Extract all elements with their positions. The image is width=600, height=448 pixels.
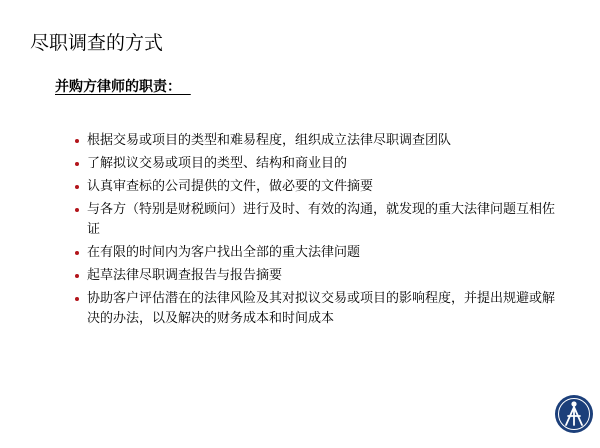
list-item: [75, 200, 555, 241]
bullet-dot-icon: [75, 208, 79, 212]
list-item: [75, 243, 555, 264]
list-item: [75, 154, 555, 175]
bullet-dot-icon: [75, 251, 79, 255]
firm-logo-icon: [554, 394, 594, 434]
bullet-dot-icon: [75, 139, 79, 143]
list-item: [75, 266, 555, 287]
firm-logo-graphic: [554, 394, 594, 434]
list-item-text: 根据交易或项目的类型和难易程度，组织成立法律尽职调查团队: [87, 133, 452, 148]
bullet-dot-icon: [75, 162, 79, 166]
list-item: [75, 131, 555, 152]
logo-head: [571, 401, 576, 406]
bullet-dot-icon: [75, 185, 79, 189]
bullet-dot-icon: [75, 297, 79, 301]
list-item-text: 与各方（特别是财税顾问）进行及时、有效的沟通，就发现的重大法律问题互相佐证: [87, 201, 556, 238]
list-item: [75, 289, 555, 330]
list-item-text: 起草法律尽职调查报告与报告摘要: [87, 267, 283, 283]
bullet-dot-icon: [75, 274, 79, 278]
responsibilities-list: [75, 131, 555, 332]
slide-title: 尽职调查的方式: [30, 32, 164, 54]
list-item-text: 了解拟议交易或项目的类型、结构和商业目的: [87, 155, 348, 171]
list-item-text: 协助客户评估潜在的法律风险及其对拟议交易或项目的影响程度，并提出规避或解决的办法，以及解决的财务成本和时间成本: [87, 290, 556, 327]
section-subtitle: 并购方律师的职责：: [55, 79, 191, 95]
list-item: [75, 177, 555, 198]
list-item-text: 在有限的时间内为客户找出全部的重大法律问题: [87, 245, 361, 261]
list-item-text: 认真审查标的公司提供的文件，做必要的文件摘要: [87, 178, 374, 194]
